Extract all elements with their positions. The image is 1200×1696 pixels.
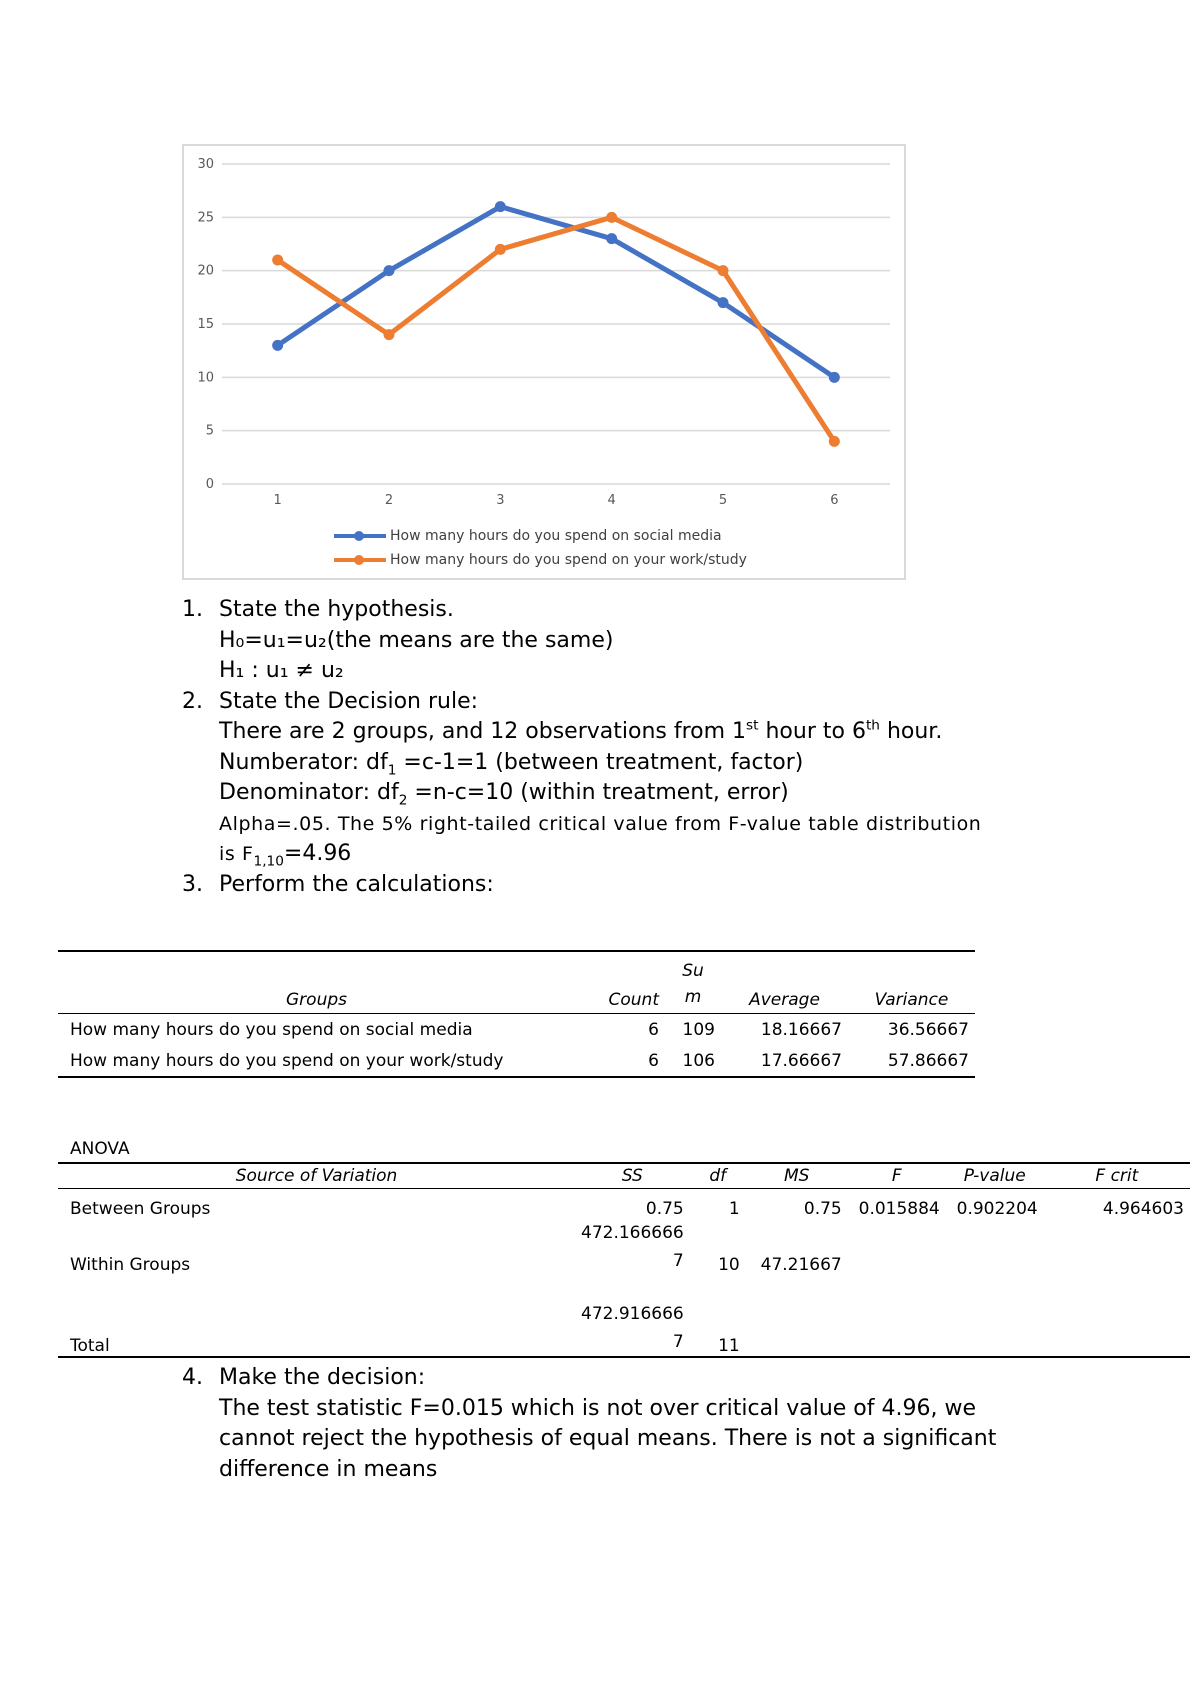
p-value: 0.902204 [956,1198,1038,1219]
table-row [58,1275,1190,1357]
step-3 [182,870,981,901]
header-p-value: P-value [946,1163,1044,1189]
step-number: 4. [182,1365,203,1390]
x-tick-label: 5 [718,493,728,508]
legend-label: How many hours do you spend on social media [390,528,722,544]
null-hypothesis: H₀=u₁=u₂(the means are the same) [219,627,614,653]
y-tick-label: 20 [197,263,214,279]
chart-plot [184,146,904,578]
step-title: Make the decision: [219,1365,426,1390]
header-sum: Su m [665,951,721,1014]
header-source: Source of Variation [58,1163,575,1189]
table-row [58,1014,975,1046]
data-point [829,372,840,383]
data-point [384,329,395,340]
anova-title: ANOVA [70,1139,130,1159]
data-point [718,265,729,276]
legend-item-work-study [334,552,747,568]
anova-header-row [58,1163,1190,1189]
y-tick-label: 15 [197,317,214,332]
y-tick-label: 10 [197,370,214,386]
sum-value: 109 [682,1019,715,1040]
x-tick-label: 1 [273,493,282,508]
df-value: 10 [718,1254,740,1275]
summary-table [58,950,975,1078]
data-point [829,436,840,447]
anova-table [58,1162,1190,1358]
header-average: Average [721,951,848,1014]
steps-list [182,595,981,900]
table-row [58,1189,1190,1219]
x-tick-label: 6 [830,493,839,508]
table-row [58,1219,1190,1275]
count-value: 6 [575,1045,665,1077]
ss-value: 472.916666 7 [575,1275,690,1357]
data-point [272,255,283,266]
table-row [58,1045,975,1077]
step-2 [182,687,981,718]
step-title: State the hypothesis. [219,597,454,622]
variance-value: 36.56667 [887,1019,969,1040]
step-title: Perform the calculations: [219,871,494,897]
observations-text: There are 2 groups, and 12 observations from 1st hour to 6th hour. [219,717,943,744]
step-4-block [182,1363,1049,1485]
data-point [606,233,617,244]
data-point [495,244,506,255]
critical-f-value: is $F_{1,10}=4.96$ [219,841,352,870]
variance-value: 57.86667 [848,1045,975,1077]
legend-swatch-work-study [334,558,386,562]
step-1 [182,595,981,626]
header-f-crit: F crit [1044,1163,1190,1189]
ms-value: 47.21667 [760,1254,842,1275]
header-ms: MS [746,1163,848,1189]
step-title: State the Decision rule: [219,688,479,714]
y-tick-label: 0 [205,477,214,492]
f-crit-value: 4.964603 [1102,1198,1184,1219]
data-point [384,265,395,276]
header-ss: SS [575,1163,690,1189]
source-label: Total [58,1275,575,1357]
step-number: 3. [182,871,203,897]
numerator-df: Numberator: $df_1 =c-1=1$ (between treatment, factor) [219,749,804,778]
data-point [718,297,729,308]
legend-item-social-media [334,528,722,544]
count-value: 6 [648,1019,659,1040]
df-value: 11 [690,1275,746,1357]
data-point [272,340,283,351]
average-value: 18.16667 [760,1019,842,1040]
header-f: F [848,1163,946,1189]
step-number: 2. [182,688,203,714]
ss-value: 472.166666 7 [581,1222,684,1271]
header-df: df [690,1163,746,1189]
series-line-2 [278,217,835,441]
sum-value: 106 [665,1045,721,1077]
line-chart [182,144,906,580]
average-value: 17.66667 [721,1045,848,1077]
data-point [606,212,617,223]
alternative-hypothesis: H₁ : u₁ ≠ u₂ [219,658,344,683]
step-4 [182,1363,1049,1394]
legend-swatch-social-media [334,534,386,538]
x-tick-label: 2 [384,493,394,508]
x-tick-label: 4 [607,493,616,508]
alpha-text: Alpha=.05. The 5% right-tailed critical value from F-value table distribution [219,812,982,835]
step-number: 1. [182,597,203,622]
legend-label: How many hours do you spend on your work/study [390,552,747,568]
group-name: How many hours do you spend on your work/study [58,1045,575,1077]
summary-header-row [58,951,975,1014]
f-value: 0.015884 [858,1198,940,1219]
ms-value: 0.75 [803,1198,842,1219]
denominator-df: Denominator: $df_2 =n-c=10$ (within treatment, error) [219,780,789,809]
source-label: Within Groups [70,1254,191,1275]
y-tick-label: 30 [197,157,214,172]
source-label: Between Groups [70,1198,211,1219]
df-value: 1 [728,1198,740,1219]
header-variance: Variance [848,951,975,1014]
ss-value: 0.75 [645,1198,684,1219]
y-tick-label: 5 [205,423,214,439]
y-tick-label: 25 [197,210,214,226]
decision-text: The test statistic F=0.015 which is not over critical value of 4.96, we cannot reject the hypothesis of equal means. There is not a significant difference in means [219,1395,997,1482]
x-tick-label: 3 [496,493,505,508]
header-count: Count [575,951,665,1014]
group-name: How many hours do you spend on social media [70,1019,473,1040]
header-groups: Groups [58,951,575,1014]
data-point [495,201,506,212]
